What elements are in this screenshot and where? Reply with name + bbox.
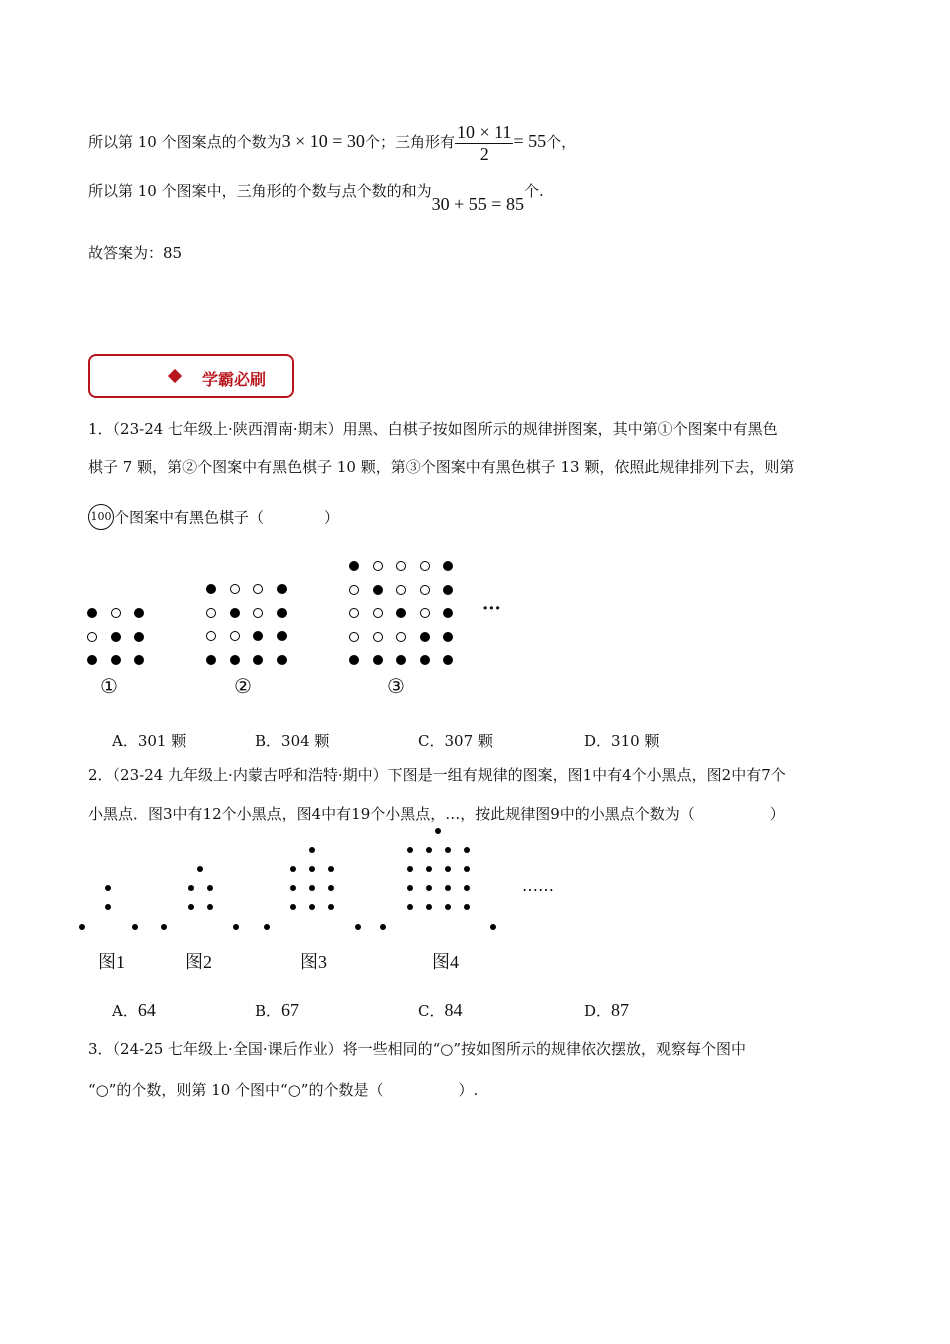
option-value: 67	[281, 1000, 300, 1020]
section-banner	[88, 354, 294, 398]
small-dot	[407, 847, 413, 853]
white-piece	[373, 632, 383, 642]
small-dot	[309, 866, 315, 872]
option-letter: B．	[255, 732, 282, 750]
small-dot	[464, 885, 470, 891]
black-piece	[373, 655, 383, 665]
q2-line-2: 小黑点．图3中有12个小黑点，图4中有19个小黑点，…，按此规律图9中的小黑点个数为（ ）	[88, 805, 785, 823]
white-piece	[349, 608, 359, 618]
small-dot	[309, 904, 315, 910]
small-dot	[426, 904, 432, 910]
figure-label-1: ①	[100, 674, 118, 698]
option-letter: C．	[418, 1002, 445, 1020]
q1-ellipsis: ···	[482, 598, 501, 619]
white-piece	[396, 632, 406, 642]
answer-line: 故答案为：85	[88, 244, 183, 262]
small-dot	[435, 828, 441, 834]
black-piece	[443, 585, 453, 595]
black-piece	[253, 655, 263, 665]
q2-figure-label-4: 图4	[432, 952, 459, 972]
black-piece	[87, 655, 97, 665]
small-dot	[161, 924, 167, 930]
white-piece	[230, 631, 240, 641]
black-piece	[349, 655, 359, 665]
black-piece	[443, 655, 453, 665]
q2-option-a	[112, 1000, 156, 1021]
q1-option-c	[418, 730, 493, 751]
small-dot	[445, 904, 451, 910]
small-dot	[464, 847, 470, 853]
small-dot	[407, 904, 413, 910]
option-value: 87	[611, 1000, 630, 1020]
small-dot	[328, 885, 334, 891]
q2-figure-label-3: 图3	[300, 952, 327, 972]
q3-line-1: 3．（24-25 七年级上·全国·课后作业）将一些相同的“○”按如图所示的规律依次摆放，观察每个图中	[88, 1040, 747, 1058]
solution-line-2-suffix: 个.	[523, 182, 544, 200]
small-dot	[407, 866, 413, 872]
small-dot	[188, 885, 194, 891]
black-piece	[134, 608, 144, 618]
black-piece	[253, 631, 263, 641]
small-dot	[264, 924, 270, 930]
white-piece	[111, 608, 121, 618]
solution-line-1-suffix: 个，	[546, 133, 577, 152]
solution-eq-1: 3 × 10 = 30	[281, 131, 365, 152]
black-piece	[349, 561, 359, 571]
small-dot	[188, 904, 194, 910]
small-dot	[309, 847, 315, 853]
solution-line-1-mid: 个；三角形有	[364, 133, 455, 152]
white-piece	[253, 584, 263, 594]
black-piece	[443, 608, 453, 618]
white-piece	[420, 608, 430, 618]
black-piece	[111, 632, 121, 642]
q2-line-1: 2．（23-24 九年级上·内蒙古呼和浩特·期中）下图是一组有规律的图案，图1中有4个小黑点，图2中有7个	[88, 766, 786, 784]
black-piece	[277, 631, 287, 641]
white-piece	[206, 631, 216, 641]
small-dot	[105, 904, 111, 910]
white-piece	[349, 632, 359, 642]
fraction-denominator: 2	[479, 143, 489, 164]
small-dot	[197, 866, 203, 872]
solution-eq-3: 30 + 55 = 85	[431, 194, 524, 214]
small-dot	[290, 904, 296, 910]
black-piece	[87, 608, 97, 618]
q2-option-c	[418, 1000, 462, 1021]
q1-option-d	[584, 730, 659, 751]
black-piece	[443, 632, 453, 642]
fraction	[455, 122, 513, 164]
black-piece	[206, 655, 216, 665]
white-piece	[230, 584, 240, 594]
option-value: 64	[137, 1000, 156, 1020]
black-piece	[206, 584, 216, 594]
option-letter: D．	[584, 1002, 612, 1020]
black-piece	[277, 608, 287, 618]
small-dot	[464, 866, 470, 872]
small-dot	[290, 885, 296, 891]
option-letter: D．	[584, 732, 612, 750]
white-piece	[420, 585, 430, 595]
option-letter: A．	[112, 1002, 138, 1020]
q3-line-2: “○”的个数，则第 10 个图中“○”的个数是（ ）.	[88, 1081, 479, 1099]
white-piece	[373, 561, 383, 571]
q2-figure-label-2: 图2	[185, 952, 212, 972]
figure-label-2: ②	[234, 674, 252, 698]
diamond-icon	[168, 369, 182, 383]
solution-line-2-prefix: 所以第 10 个图案中，三角形的个数与点个数的和为	[88, 182, 432, 200]
small-dot	[132, 924, 138, 930]
q2-ellipsis: ……	[522, 876, 554, 895]
solution-line-1-prefix: 所以第 10 个图案点的个数为	[88, 133, 282, 152]
white-piece	[349, 585, 359, 595]
small-dot	[355, 924, 361, 930]
option-value: 301 颗	[137, 732, 187, 750]
q1-option-a	[112, 730, 186, 751]
option-value: 84	[444, 1000, 463, 1020]
white-piece	[87, 632, 97, 642]
black-piece	[230, 655, 240, 665]
white-piece	[396, 561, 406, 571]
q1-line-2: 棋子 7 颗，第②个图案中有黑色棋子 10 颗，第③个图案中有黑色棋子 13 颗，依照此规律排列下去，则第	[88, 458, 795, 476]
black-piece	[420, 632, 430, 642]
option-letter: B．	[255, 1002, 282, 1020]
small-dot	[407, 885, 413, 891]
white-piece	[420, 561, 430, 571]
q1-line-3	[88, 504, 339, 530]
figure-label-3: ③	[387, 674, 405, 698]
black-piece	[396, 608, 406, 618]
black-piece	[134, 655, 144, 665]
q2-option-b	[255, 1000, 299, 1021]
option-letter: A．	[112, 732, 138, 750]
black-piece	[420, 655, 430, 665]
small-dot	[445, 847, 451, 853]
solution-eq-2: = 55	[513, 131, 547, 152]
black-piece	[277, 584, 287, 594]
circled-number: 100	[88, 504, 114, 530]
option-value: 307 颗	[444, 732, 493, 750]
small-dot	[79, 924, 85, 930]
q2-figure-label-1: 图1	[98, 952, 125, 972]
section-title: 学霸必刷	[202, 370, 267, 389]
white-piece	[396, 585, 406, 595]
black-piece	[373, 585, 383, 595]
white-piece	[253, 608, 263, 618]
black-piece	[277, 655, 287, 665]
small-dot	[380, 924, 386, 930]
black-piece	[134, 632, 144, 642]
white-piece	[206, 608, 216, 618]
q1-line-1: 1．（23-24 七年级上·陕西渭南·期末）用黑、白棋子按如图所示的规律拼图案，其中第①个图案中有黑色	[88, 420, 778, 438]
q2-option-d	[584, 1000, 629, 1021]
small-dot	[290, 866, 296, 872]
small-dot	[490, 924, 496, 930]
small-dot	[328, 866, 334, 872]
small-dot	[105, 885, 111, 891]
black-piece	[396, 655, 406, 665]
white-piece	[373, 608, 383, 618]
small-dot	[445, 866, 451, 872]
q1-option-b	[255, 730, 329, 751]
small-dot	[309, 885, 315, 891]
option-value: 310 颗	[611, 732, 660, 750]
black-piece	[111, 655, 121, 665]
small-dot	[464, 904, 470, 910]
black-piece	[230, 608, 240, 618]
small-dot	[207, 885, 213, 891]
small-dot	[426, 866, 432, 872]
small-dot	[328, 904, 334, 910]
solution-line-1	[88, 122, 576, 164]
solution-line-2	[88, 180, 544, 214]
option-letter: C．	[418, 732, 445, 750]
black-piece	[443, 561, 453, 571]
small-dot	[426, 885, 432, 891]
small-dot	[426, 847, 432, 853]
small-dot	[233, 924, 239, 930]
small-dot	[445, 885, 451, 891]
fraction-numerator: 10 × 11	[456, 122, 512, 142]
q1-line-3-text: 个图案中有黑色棋子（ ）	[114, 508, 340, 527]
option-value: 304 颗	[281, 732, 330, 750]
small-dot	[207, 904, 213, 910]
